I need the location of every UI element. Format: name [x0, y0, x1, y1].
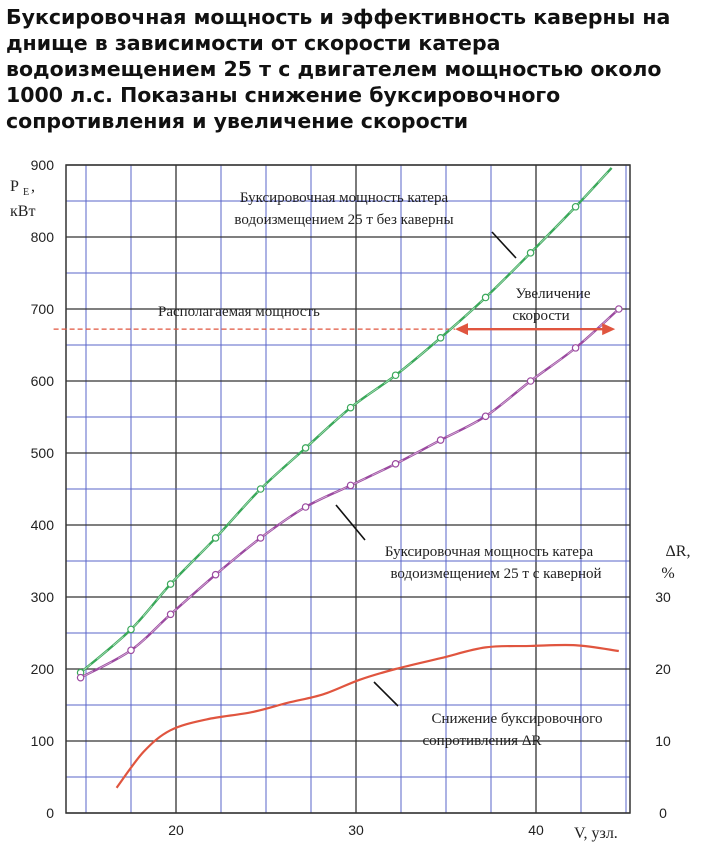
annotation-no-cavern-line2: водоизмещением 25 т без каверны — [234, 212, 454, 228]
y2-axis-label-line1: ΔR, — [665, 543, 691, 560]
leader-no-cavern — [492, 232, 516, 258]
y-tick-label: 300 — [30, 589, 54, 605]
annotation-speed-line2: скорости — [512, 308, 570, 324]
y2-tick-label: 20 — [655, 661, 671, 677]
y-tick-label: 500 — [30, 445, 54, 461]
data-point-no_cavern — [212, 535, 218, 541]
data-point-with_cavern — [212, 571, 218, 577]
leader-with-cavern — [336, 505, 365, 540]
y-tick-label: 200 — [30, 661, 54, 677]
data-point-with_cavern — [128, 647, 134, 653]
data-point-with_cavern — [167, 611, 173, 617]
annotation-available-power: Располагаемая мощность — [158, 304, 320, 320]
data-point-no_cavern — [572, 204, 578, 210]
x-axis-label: V, узл. — [574, 825, 618, 842]
data-point-no_cavern — [302, 445, 308, 451]
figure-caption: Буксировочная мощность и эффективность каверны на днище в зависимости от скорости катера водоизмещением 25 т с двигателем мощностью около 1000 л.с. Показаны снижение буксировочного сопротивления и увеличение скорости — [6, 5, 671, 133]
y2-tick-label: 10 — [655, 733, 671, 749]
y2-axis-label-line2: % — [661, 565, 675, 582]
series-line-with_cavern — [81, 309, 619, 678]
y-axis-label-subscript: E — [23, 187, 30, 198]
x-tick-label: 20 — [168, 822, 184, 838]
annotation-drag-line2: сопротивления ΔR — [422, 733, 542, 749]
y-axis-label-symbol: P — [10, 178, 19, 195]
data-point-with_cavern — [257, 535, 263, 541]
data-point-with_cavern — [616, 306, 622, 312]
data-point-with_cavern — [572, 345, 578, 351]
y-tick-label: 800 — [30, 229, 54, 245]
y-tick-label: 100 — [30, 733, 54, 749]
x-tick-label: 30 — [348, 822, 364, 838]
y-tick-label: 400 — [30, 517, 54, 533]
y-tick-label: 700 — [30, 301, 54, 317]
leader-drag-reduction — [374, 682, 398, 706]
data-point-with_cavern — [77, 674, 83, 680]
y-axis-label-comma: , — [31, 178, 35, 195]
x-tick-label: 40 — [528, 822, 544, 838]
data-point-with_cavern — [527, 378, 533, 384]
data-point-no_cavern — [437, 335, 443, 341]
data-point-no_cavern — [257, 486, 263, 492]
data-point-with_cavern — [392, 461, 398, 467]
data-point-no_cavern — [167, 581, 173, 587]
y-tick-label: 0 — [46, 805, 54, 821]
data-point-with_cavern — [302, 504, 308, 510]
annotation-speed-line1: Увеличение — [515, 286, 591, 302]
data-point-with_cavern — [482, 413, 488, 419]
annotation-with-cavern-line2: водоизмещением 25 т с каверной — [390, 566, 602, 582]
data-point-with_cavern — [347, 482, 353, 488]
y2-tick-label: 30 — [655, 589, 671, 605]
data-point-no_cavern — [128, 626, 134, 632]
y-axis-label-unit: кВт — [10, 203, 36, 220]
y-tick-label: 600 — [30, 373, 54, 389]
axes — [10, 157, 690, 842]
y2-tick-label: 0 — [659, 805, 667, 821]
speed-arrow-head-right — [602, 323, 615, 335]
data-point-with_cavern — [437, 437, 443, 443]
data-point-no_cavern — [392, 372, 398, 378]
annotation-drag-line1: Снижение буксировочного — [431, 711, 603, 727]
annotation-with-cavern-line1: Буксировочная мощность катера — [384, 544, 594, 560]
y-tick-label: 900 — [30, 157, 54, 173]
data-point-no_cavern — [527, 250, 533, 256]
data-point-no_cavern — [482, 294, 488, 300]
data-point-no_cavern — [347, 404, 353, 410]
series — [54, 168, 622, 788]
annotation-no-cavern-line1: Буксировочная мощность катера — [239, 190, 449, 206]
